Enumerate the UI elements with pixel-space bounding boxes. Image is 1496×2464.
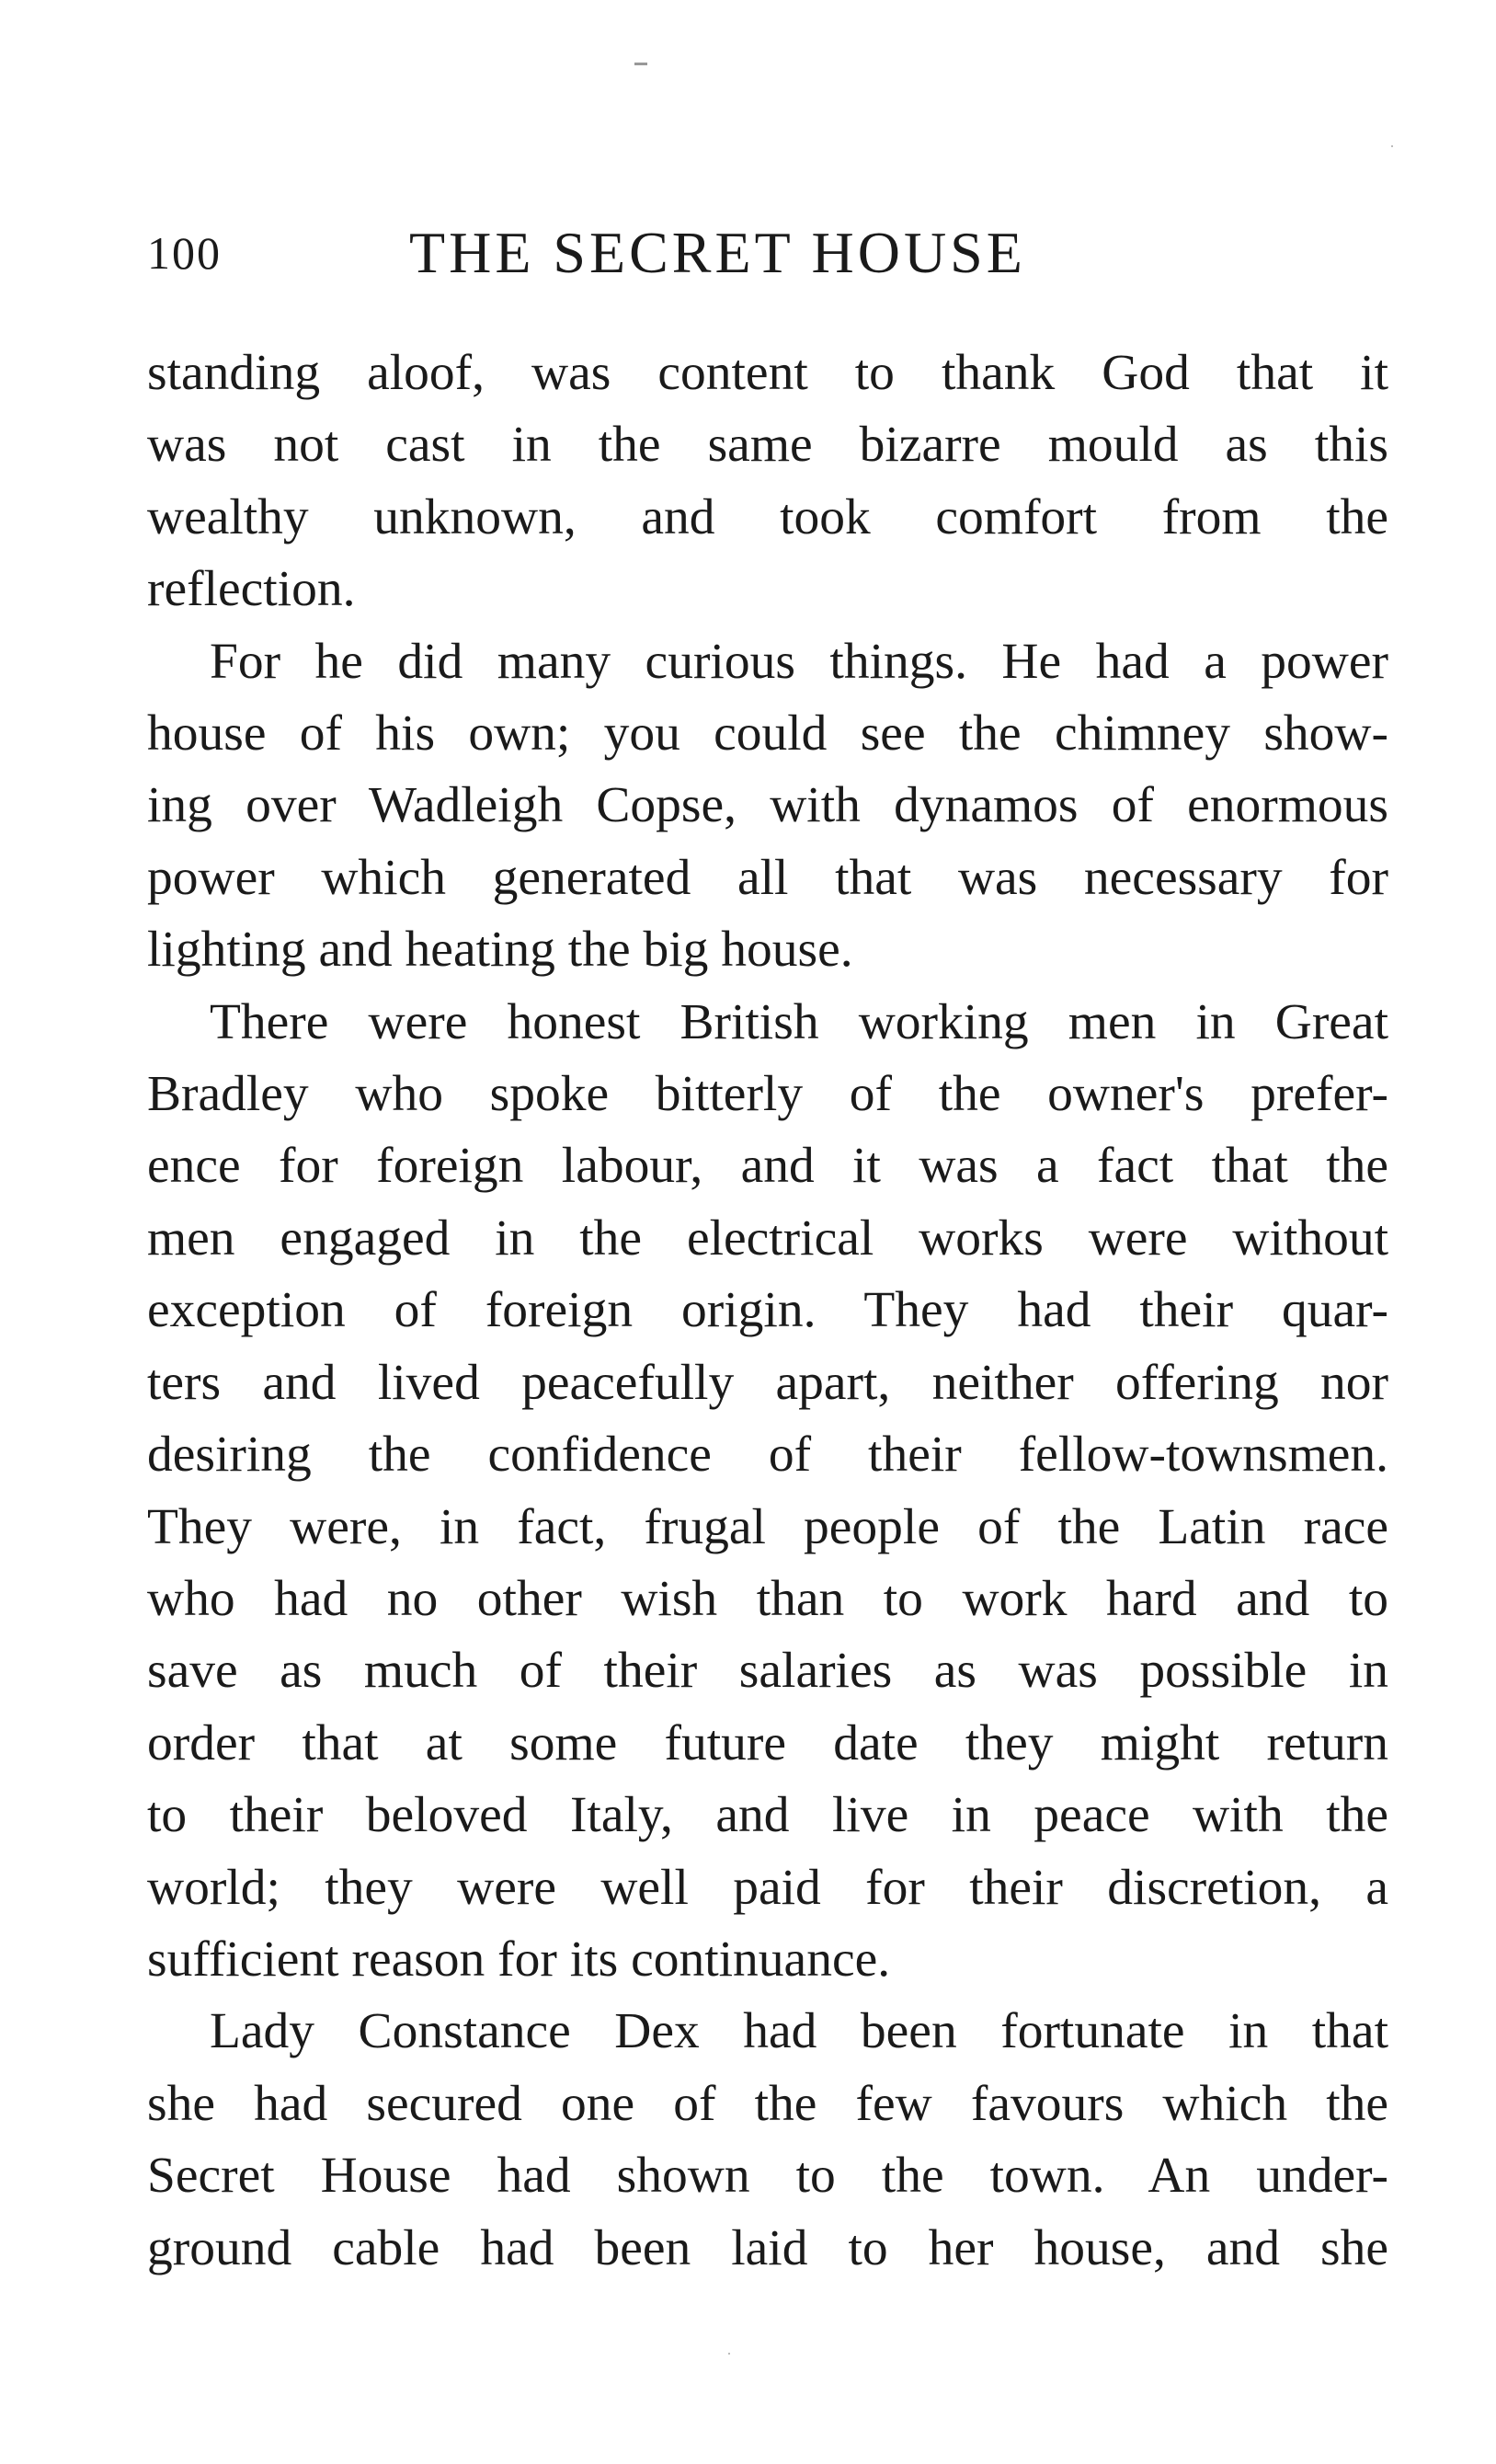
scan-speck [728,2353,730,2355]
text-line: desiring the confidence of their fellow-townsmen. [147,1427,1388,1484]
text-line: Lady Constance Dex had been fortunate in that [210,2003,1388,2060]
paragraph [147,626,1388,987]
text-line: she had secured one of the few favours which the [147,2075,1388,2132]
text-line: was not cast in the same bizarre mould as this [147,417,1388,474]
text-line: save as much of their salaries as was possible in [147,1643,1388,1700]
text-line: wealthy unknown, and took comfort from the [147,488,1388,545]
text-line: For he did many curious things. He had a power [210,633,1388,690]
page-header [147,216,1388,290]
text-line: reflection. [147,561,356,618]
text-line: Secret House had shown to the town. An under- [147,2148,1388,2205]
text-line: lighting and heating the big house. [147,922,853,979]
text-line: There were honest British working men in Great [210,993,1388,1050]
body-text [147,338,1388,2285]
text-line: power which generated all that was necessary for [147,849,1388,906]
scan-speck [634,63,647,65]
text-line: order that at some future date they might return [147,1714,1388,1771]
text-line: They were, in fact, frugal people of the Latin race [147,1498,1388,1555]
paragraph [147,338,1388,626]
text-line: ing over Wadleigh Copse, with dynamos of enormous [147,777,1388,834]
text-line: Bradley who spoke bitterly of the owner's prefer- [147,1066,1388,1123]
text-line: ence for foreign labour, and it was a fact that the [147,1138,1388,1195]
paragraph [147,987,1388,1997]
text-line: to their beloved Italy, and live in peace with the [147,1787,1388,1844]
text-line: men engaged in the electrical works were without [147,1209,1388,1266]
running-head: THE SECRET HOUSE [409,220,1026,285]
text-line: ground cable had been laid to her house, and she [147,2219,1388,2276]
paragraph [147,1996,1388,2285]
text-line: standing aloof, was content to thank God that it [147,345,1388,401]
scan-speck [1391,145,1393,147]
text-line: sufficient reason for its continuance. [147,1931,891,1988]
text-line: world; they were well paid for their discretion, a [147,1859,1388,1916]
page-number: 100 [147,227,222,279]
text-line: exception of foreign origin. They had their quar- [147,1282,1388,1339]
text-line: house of his own; you could see the chimney show- [147,705,1388,762]
text-line: who had no other wish than to work hard and to [147,1570,1388,1627]
text-line: ters and lived peacefully apart, neither offering nor [147,1354,1388,1411]
